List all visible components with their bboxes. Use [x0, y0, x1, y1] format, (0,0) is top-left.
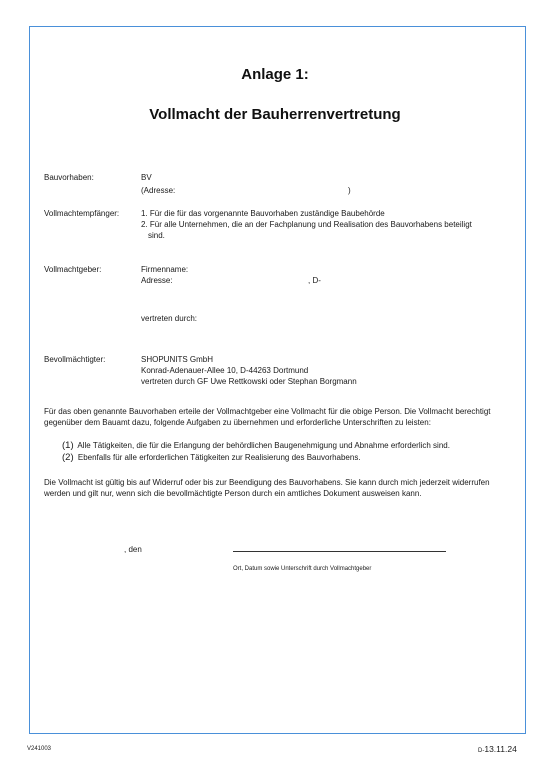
bauvorhaben-address-close: ) — [348, 186, 351, 195]
bauvorhaben-address-open: (Adresse: — [141, 186, 176, 195]
geber-plz-prefix: , D- — [308, 276, 321, 285]
task-item-1 — [62, 441, 450, 451]
signature-caption: Ort, Datum sowie Unterschrift durch Vollmachtgeber — [233, 566, 372, 572]
task-number: (1) — [62, 440, 74, 451]
geber-firmenname: Firmenname: — [141, 265, 189, 274]
geber-adresse: Adresse: — [141, 276, 173, 285]
footer-date-value: 13.11.24 — [484, 744, 517, 754]
bevollmaechtigter-label: Bevollmächtigter: — [44, 355, 106, 364]
version-code: V241003 — [27, 746, 52, 752]
bevollmaechtigter-line-3: vertreten durch GF Uwe Rettkowski oder Stephan Borgmann — [141, 377, 357, 386]
task-text: Alle Tätigkeiten, die für die Erlangung der behördlichen Baugenehmigung und Abnahme erforderlich sind. — [77, 441, 450, 450]
task-text: Ebenfalls für alle erforderlichen Tätigkeiten zur Realisierung des Bauvorhabens. — [77, 453, 361, 462]
empfaenger-item-1: 1. Für die für das vorgenannte Bauvorhaben zuständige Baubehörde — [141, 209, 385, 218]
geber-vertreten: vertreten durch: — [141, 314, 198, 323]
geber-label: Vollmachtgeber: — [44, 265, 102, 274]
intro-paragraph: Für das oben genannte Bauvorhaben erteile der Vollmachtgeber eine Vollmacht für die obige Person. Die Vollmacht berechtigt gegenüber dem Bauamt dazu, folgende Aufgaben zu übernehmen und erforderliche Unterschriften zu leisten: — [44, 407, 491, 427]
validity-paragraph: Die Vollmacht ist gültig bis auf Widerruf oder bis zur Beendigung des Bauvorhabens. Sie kann durch mich jederzeit widerrufen werden und gilt nur, wenn sich die bevollmächtigte Person durch ein amtliches Dokument ausweisen kann. — [44, 478, 490, 498]
document-subtitle: Vollmacht der Bauherrenvertretung — [149, 106, 401, 123]
empfaenger-label: Vollmachtempfänger: — [44, 209, 120, 218]
footer-date — [478, 745, 517, 755]
bevollmaechtigter-line-1: SHOPUNITS GmbH — [141, 355, 214, 364]
footer-date-prefix: D- — [478, 748, 485, 754]
empfaenger-item-2-cont: sind. — [148, 231, 165, 240]
bevollmaechtigter-line-2: Konrad-Adenauer-Allee 10, D-44263 Dortmund — [141, 366, 309, 375]
signature-line — [233, 551, 446, 552]
bauvorhaben-value: BV — [141, 173, 152, 182]
task-number: (2) — [62, 452, 74, 463]
task-item-2 — [62, 453, 361, 463]
bauvorhaben-label: Bauvorhaben: — [44, 173, 94, 182]
empfaenger-item-2: 2. Für alle Unternehmen, die an der Fachplanung und Realisation des Bauvorhabens beteiligt — [141, 220, 472, 229]
signature-den: , den — [124, 545, 142, 554]
document-title: Anlage 1: — [241, 66, 309, 83]
